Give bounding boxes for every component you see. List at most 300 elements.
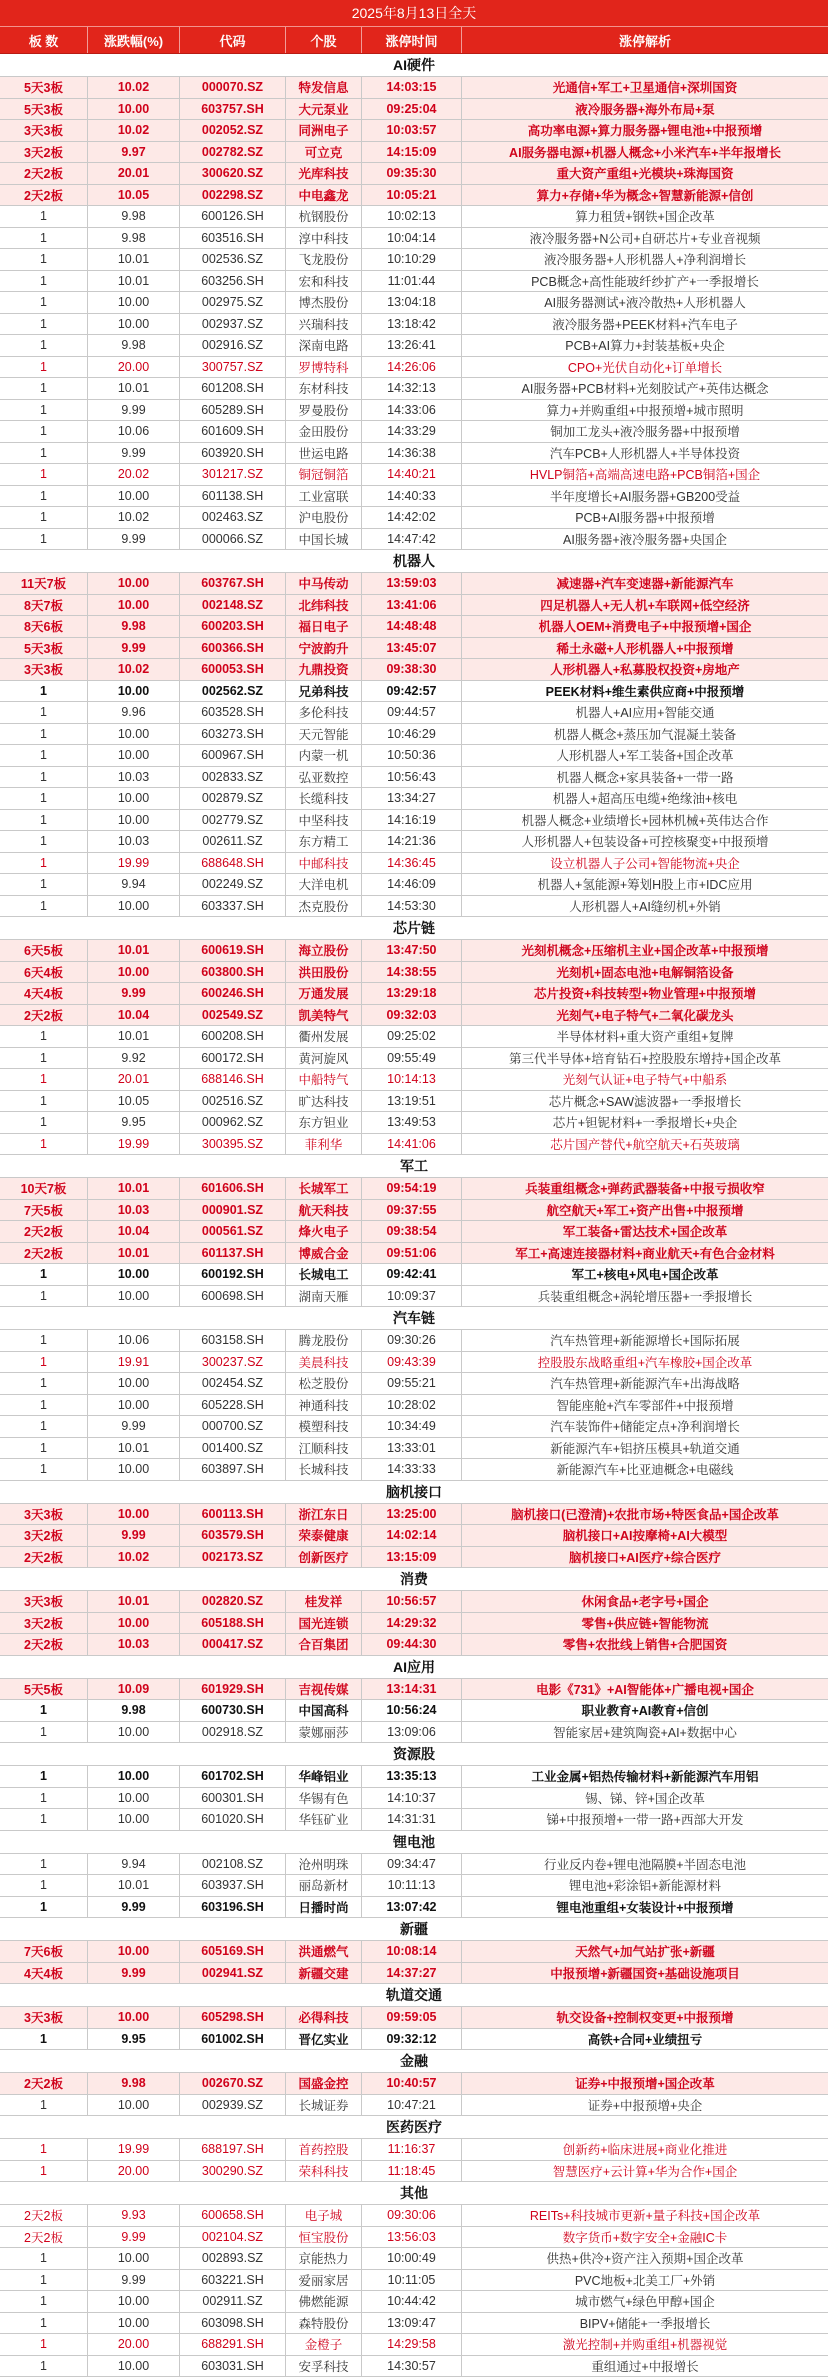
change-pct-cell: 10.02 xyxy=(88,659,180,680)
limit-up-time-cell: 14:33:29 xyxy=(362,421,462,442)
change-pct-cell: 10.00 xyxy=(88,1722,180,1743)
limit-up-reason-cell: 激光控制+并购重组+机器视觉 xyxy=(562,2338,728,2353)
stock-row xyxy=(0,724,828,746)
limit-up-time-cell: 14:26:06 xyxy=(362,357,462,378)
change-pct-cell: 9.98 xyxy=(88,206,180,227)
limit-up-time-cell: 14:33:33 xyxy=(362,1459,462,1480)
limit-up-time-cell: 09:42:41 xyxy=(362,1264,462,1285)
limit-up-time-cell: 09:35:30 xyxy=(362,163,462,184)
limit-up-time-cell: 13:59:03 xyxy=(362,573,462,594)
limit-up-reason-cell: 新能源汽车+铝挤压模具+轨道交通 xyxy=(550,1441,740,1456)
board-count-cell: 1 xyxy=(0,2334,88,2355)
limit-up-time-cell: 13:07:42 xyxy=(362,1897,462,1918)
stock-name-cell: 东方精工 xyxy=(286,831,362,852)
section-header: AI应用 xyxy=(0,1656,828,1679)
limit-up-time-cell: 10:10:29 xyxy=(362,249,462,270)
change-pct-cell: 10.00 xyxy=(88,724,180,745)
stock-code-cell: 002249.SZ xyxy=(180,874,286,895)
limit-up-time-cell: 14:47:42 xyxy=(362,529,462,550)
board-count-cell: 1 xyxy=(0,1091,88,1112)
stock-name-cell: 博杰股份 xyxy=(286,292,362,313)
change-pct-cell: 10.01 xyxy=(88,940,180,961)
change-pct-cell: 10.03 xyxy=(88,1634,180,1655)
limit-up-time-cell: 13:47:50 xyxy=(362,940,462,961)
change-pct-cell: 9.96 xyxy=(88,702,180,723)
column-header-row xyxy=(0,27,828,54)
change-pct-cell: 10.00 xyxy=(88,2356,180,2377)
board-count-cell: 3天3板 xyxy=(0,1591,88,1612)
board-count-cell: 4天4板 xyxy=(0,983,88,1004)
limit-up-reason-cell: 兵装重组概念+弹药武器装备+中报亏损收窄 xyxy=(525,1182,765,1197)
stock-code-cell: 002820.SZ xyxy=(180,1591,286,1612)
stock-row xyxy=(0,507,828,529)
stock-code-cell: 002911.SZ xyxy=(180,2291,286,2312)
stock-row xyxy=(0,1788,828,1810)
limit-up-time-cell: 13:56:03 xyxy=(362,2227,462,2248)
stock-code-cell: 688648.SH xyxy=(180,853,286,874)
stock-row xyxy=(0,616,828,638)
section-header: 汽车链 xyxy=(0,1307,828,1330)
change-pct-cell: 10.00 xyxy=(88,745,180,766)
limit-up-reason-cell: 机器人+超高压电缆+绝缘油+核电 xyxy=(552,792,738,807)
stock-name-cell: 中坚科技 xyxy=(286,810,362,831)
stock-row xyxy=(0,1264,828,1286)
change-pct-cell: 20.01 xyxy=(88,1069,180,1090)
stock-code-cell: 603757.SH xyxy=(180,99,286,120)
change-pct-cell: 10.02 xyxy=(88,1547,180,1568)
stock-name-cell: 华钰矿业 xyxy=(286,1809,362,1830)
board-count-cell: 1 xyxy=(0,1134,88,1155)
stock-code-cell: 603221.SH xyxy=(180,2270,286,2291)
limit-up-reason-cell: 创新药+临床进展+商业化推进 xyxy=(562,2143,728,2158)
change-pct-cell: 9.99 xyxy=(88,1525,180,1546)
board-count-cell: 7天5板 xyxy=(0,1200,88,1221)
stock-name-cell: 吉视传媒 xyxy=(286,1679,362,1700)
stock-row xyxy=(0,99,828,121)
limit-up-time-cell: 09:30:06 xyxy=(362,2205,462,2226)
limit-up-reason-cell: 轨交设备+控制权变更+中报预增 xyxy=(556,2011,734,2026)
stock-row xyxy=(0,1330,828,1352)
section-header: 新疆 xyxy=(0,1918,828,1941)
change-pct-cell: 9.98 xyxy=(88,335,180,356)
limit-up-time-cell: 09:51:06 xyxy=(362,1243,462,1264)
stock-name-cell: 荣科科技 xyxy=(286,2161,362,2182)
limit-up-time-cell: 10:08:14 xyxy=(362,1941,462,1962)
column-header-limit-up-time: 涨停时间 xyxy=(362,27,462,53)
limit-up-time-cell: 13:09:06 xyxy=(362,1722,462,1743)
stock-code-cell: 603337.SH xyxy=(180,896,286,917)
limit-up-time-cell: 09:37:55 xyxy=(362,1200,462,1221)
stock-code-cell: 603579.SH xyxy=(180,1525,286,1546)
stock-row xyxy=(0,206,828,228)
stock-code-cell: 002916.SZ xyxy=(180,335,286,356)
change-pct-cell: 10.00 xyxy=(88,1766,180,1787)
board-count-cell: 1 xyxy=(0,1854,88,1875)
stock-name-cell: 深南电路 xyxy=(286,335,362,356)
change-pct-cell: 10.00 xyxy=(88,2313,180,2334)
stock-row xyxy=(0,1416,828,1438)
limit-up-reason-cell: PCB概念+高性能玻纤纱扩产+一季报增长 xyxy=(531,274,759,289)
limit-up-reason-cell: 高铁+合同+业绩扭亏 xyxy=(587,2032,703,2047)
board-count-cell: 1 xyxy=(0,529,88,550)
board-count-cell: 1 xyxy=(0,507,88,528)
section-header: 锂电池 xyxy=(0,1831,828,1854)
stock-row xyxy=(0,745,828,767)
limit-up-reason-cell: 光通信+军工+卫星通信+深圳国资 xyxy=(552,81,738,96)
stock-code-cell: 002779.SZ xyxy=(180,810,286,831)
stock-row xyxy=(0,2139,828,2161)
change-pct-cell: 19.99 xyxy=(88,2139,180,2160)
change-pct-cell: 10.04 xyxy=(88,1221,180,1242)
stock-name-cell: 湖南天雁 xyxy=(286,1286,362,1307)
change-pct-cell: 9.99 xyxy=(88,1897,180,1918)
board-count-cell: 1 xyxy=(0,831,88,852)
stock-code-cell: 603767.SH xyxy=(180,573,286,594)
stock-row xyxy=(0,1766,828,1788)
stock-code-cell: 000901.SZ xyxy=(180,1200,286,1221)
limit-up-time-cell: 14:33:06 xyxy=(362,400,462,421)
stock-code-cell: 300237.SZ xyxy=(180,1352,286,1373)
stock-code-cell: 605188.SH xyxy=(180,1613,286,1634)
limit-up-reason-cell: 半导体材料+重大资产重组+复牌 xyxy=(556,1030,734,1045)
stock-code-cell: 688197.SH xyxy=(180,2139,286,2160)
change-pct-cell: 10.00 xyxy=(88,595,180,616)
change-pct-cell: 10.01 xyxy=(88,1875,180,1896)
stock-code-cell: 688146.SH xyxy=(180,1069,286,1090)
stock-name-cell: 弘亚数控 xyxy=(286,767,362,788)
board-count-cell: 1 xyxy=(0,1788,88,1809)
board-count-cell: 1 xyxy=(0,745,88,766)
change-pct-cell: 20.01 xyxy=(88,163,180,184)
board-count-cell: 1 xyxy=(0,2029,88,2050)
change-pct-cell: 10.01 xyxy=(88,378,180,399)
stock-name-cell: 宁波韵升 xyxy=(286,638,362,659)
change-pct-cell: 9.98 xyxy=(88,1700,180,1721)
board-count-cell: 3天3板 xyxy=(0,1504,88,1525)
board-count-cell: 1 xyxy=(0,767,88,788)
change-pct-cell: 10.01 xyxy=(88,1026,180,1047)
stock-code-cell: 300620.SZ xyxy=(180,163,286,184)
change-pct-cell: 10.02 xyxy=(88,120,180,141)
column-header-board-count: 板 数 xyxy=(0,27,88,53)
board-count-cell: 2天2板 xyxy=(0,163,88,184)
limit-up-reason-cell: 智能座舱+汽车零部件+中报预增 xyxy=(556,1398,734,1413)
board-count-cell: 1 xyxy=(0,271,88,292)
limit-up-reason-cell: AI服务器电源+机器人概念+小米汽车+半年报增长 xyxy=(509,145,781,160)
stock-row xyxy=(0,2073,828,2095)
change-pct-cell: 10.00 xyxy=(88,1286,180,1307)
stock-name-cell: 洪田股份 xyxy=(286,962,362,983)
change-pct-cell: 10.00 xyxy=(88,896,180,917)
stock-row xyxy=(0,2313,828,2335)
stock-code-cell: 002879.SZ xyxy=(180,788,286,809)
limit-up-time-cell: 14:29:58 xyxy=(362,2334,462,2355)
change-pct-cell: 19.99 xyxy=(88,1134,180,1155)
stock-row xyxy=(0,853,828,875)
stock-row xyxy=(0,1591,828,1613)
change-pct-cell: 10.00 xyxy=(88,1459,180,1480)
stock-name-cell: 佛燃能源 xyxy=(286,2291,362,2312)
limit-up-reason-cell: 中报预增+新疆国资+基础设施项目 xyxy=(550,1966,740,1981)
stock-name-cell: 多伦科技 xyxy=(286,702,362,723)
stock-code-cell: 601702.SH xyxy=(180,1766,286,1787)
change-pct-cell: 9.92 xyxy=(88,1048,180,1069)
board-count-cell: 5天3板 xyxy=(0,77,88,98)
stock-row xyxy=(0,702,828,724)
stock-code-cell: 000066.SZ xyxy=(180,529,286,550)
stock-code-cell: 300290.SZ xyxy=(180,2161,286,2182)
change-pct-cell: 10.01 xyxy=(88,249,180,270)
limit-up-reason-cell: 人形机器人+AI缝纫机+外销 xyxy=(569,899,721,914)
stock-code-cell: 600192.SH xyxy=(180,1264,286,1285)
stock-code-cell: 002918.SZ xyxy=(180,1722,286,1743)
board-count-cell: 1 xyxy=(0,2248,88,2269)
change-pct-cell: 9.98 xyxy=(88,228,180,249)
stock-code-cell: 601020.SH xyxy=(180,1809,286,1830)
stock-name-cell: 森特股份 xyxy=(286,2313,362,2334)
limit-up-time-cell: 10:56:57 xyxy=(362,1591,462,1612)
board-count-cell: 1 xyxy=(0,206,88,227)
stock-name-cell: 海立股份 xyxy=(286,940,362,961)
limit-up-reason-cell: 光刻机概念+压缩机主业+国企改革+中报预增 xyxy=(521,944,769,959)
limit-up-reason-cell: 汽车热管理+新能源汽车+出海战略 xyxy=(550,1377,740,1392)
change-pct-cell: 9.99 xyxy=(88,2270,180,2291)
change-pct-cell: 9.94 xyxy=(88,1854,180,1875)
limit-up-time-cell: 13:09:47 xyxy=(362,2313,462,2334)
board-count-cell: 1 xyxy=(0,681,88,702)
limit-up-reason-cell: 设立机器人子公司+智能物流+央企 xyxy=(550,856,740,871)
stock-code-cell: 002536.SZ xyxy=(180,249,286,270)
board-count-cell: 1 xyxy=(0,2270,88,2291)
stock-name-cell: 沪电股份 xyxy=(286,507,362,528)
stock-name-cell: 国光连锁 xyxy=(286,1613,362,1634)
board-count-cell: 3天3板 xyxy=(0,2007,88,2028)
stock-row xyxy=(0,77,828,99)
board-count-cell: 5天3板 xyxy=(0,638,88,659)
change-pct-cell: 10.00 xyxy=(88,1395,180,1416)
limit-up-time-cell: 10:28:02 xyxy=(362,1395,462,1416)
stock-name-cell: 长城科技 xyxy=(286,1459,362,1480)
section-header: 机器人 xyxy=(0,550,828,573)
stock-code-cell: 000962.SZ xyxy=(180,1112,286,1133)
stock-code-cell: 002833.SZ xyxy=(180,767,286,788)
board-count-cell: 1 xyxy=(0,292,88,313)
stock-name-cell: 福日电子 xyxy=(286,616,362,637)
change-pct-cell: 10.00 xyxy=(88,788,180,809)
stock-name-cell: 沧州明珠 xyxy=(286,1854,362,1875)
board-count-cell: 1 xyxy=(0,1875,88,1896)
board-count-cell: 1 xyxy=(0,724,88,745)
stock-name-cell: 大洋电机 xyxy=(286,874,362,895)
board-count-cell: 3天3板 xyxy=(0,120,88,141)
limit-up-reason-cell: 天然气+加气站扩张+新疆 xyxy=(575,1945,715,1960)
stock-code-cell: 603920.SH xyxy=(180,443,286,464)
stock-code-cell: 603031.SH xyxy=(180,2356,286,2377)
limit-up-time-cell: 13:19:51 xyxy=(362,1091,462,1112)
board-count-cell: 1 xyxy=(0,1112,88,1133)
limit-up-reason-cell: 重大资产重组+光模块+珠海国资 xyxy=(556,167,734,182)
board-count-cell: 4天4板 xyxy=(0,1963,88,1984)
stock-name-cell: 美晨科技 xyxy=(286,1352,362,1373)
stock-name-cell: 可立克 xyxy=(286,142,362,163)
limit-up-time-cell: 11:16:37 xyxy=(362,2139,462,2160)
limit-up-time-cell: 09:59:05 xyxy=(362,2007,462,2028)
stock-code-cell: 600967.SH xyxy=(180,745,286,766)
limit-up-reason-cell: 液冷服务器+PEEK材料+汽车电子 xyxy=(552,317,738,332)
change-pct-cell: 10.01 xyxy=(88,271,180,292)
limit-up-time-cell: 09:32:03 xyxy=(362,1005,462,1026)
board-count-cell: 1 xyxy=(0,335,88,356)
stock-row xyxy=(0,2270,828,2292)
stock-code-cell: 000561.SZ xyxy=(180,1221,286,1242)
stock-code-cell: 603273.SH xyxy=(180,724,286,745)
limit-up-reason-cell: 脑机接口+AI按摩椅+AI大模型 xyxy=(562,1529,728,1544)
limit-up-reason-cell: 人形机器人+军工装备+国企改革 xyxy=(556,749,734,764)
limit-up-time-cell: 14:29:32 xyxy=(362,1613,462,1634)
board-count-cell: 1 xyxy=(0,1026,88,1047)
limit-up-time-cell: 14:40:21 xyxy=(362,464,462,485)
limit-up-reason-cell: 减速器+汽车变速器+新能源汽车 xyxy=(556,577,734,592)
stock-name-cell: 京能热力 xyxy=(286,2248,362,2269)
stock-row xyxy=(0,1352,828,1374)
limit-up-reason-cell: 芯片+钽铌材料+一季报增长+央企 xyxy=(552,1116,738,1131)
stock-code-cell: 300395.SZ xyxy=(180,1134,286,1155)
stock-row xyxy=(0,1221,828,1243)
limit-up-reason-cell: 第三代半导体+培育钻石+控股股东增持+国企改革 xyxy=(509,1051,781,1066)
stock-row xyxy=(0,421,828,443)
limit-up-reason-cell: AI服务器测试+液冷散热+人形机器人 xyxy=(544,296,746,311)
change-pct-cell: 9.99 xyxy=(88,1963,180,1984)
limit-up-reason-cell: 职业教育+AI教育+信创 xyxy=(581,1704,709,1719)
stock-name-cell: 兄弟科技 xyxy=(286,681,362,702)
stock-row xyxy=(0,163,828,185)
stock-row xyxy=(0,400,828,422)
change-pct-cell: 10.00 xyxy=(88,314,180,335)
limit-up-reason-cell: 机器人OEM+消费电子+中报预增+国企 xyxy=(538,620,752,635)
stock-row xyxy=(0,443,828,465)
limit-up-time-cell: 09:55:49 xyxy=(362,1048,462,1069)
stock-row xyxy=(0,1525,828,1547)
section-header: 消费 xyxy=(0,1568,828,1591)
stock-name-cell: 旷达科技 xyxy=(286,1091,362,1112)
limit-up-reason-cell: 四足机器人+无人机+车联网+低空经济 xyxy=(540,598,750,613)
board-count-cell: 3天2板 xyxy=(0,142,88,163)
limit-up-reason-cell: 兵装重组概念+涡轮增压器+一季报增长 xyxy=(537,1289,753,1304)
section-header: 金融 xyxy=(0,2050,828,2073)
limit-up-reason-cell: 城市燃气+绿色甲醇+国企 xyxy=(575,2295,715,2310)
table-body xyxy=(0,54,828,2377)
stock-name-cell: 必得科技 xyxy=(286,2007,362,2028)
stock-name-cell: 首药控股 xyxy=(286,2139,362,2160)
stock-row xyxy=(0,1178,828,1200)
stock-code-cell: 601137.SH xyxy=(180,1243,286,1264)
stock-name-cell: 金橙子 xyxy=(286,2334,362,2355)
change-pct-cell: 10.00 xyxy=(88,99,180,120)
board-count-cell: 10天7板 xyxy=(0,1178,88,1199)
stock-code-cell: 600172.SH xyxy=(180,1048,286,1069)
change-pct-cell: 19.91 xyxy=(88,1352,180,1373)
board-count-cell: 1 xyxy=(0,249,88,270)
limit-up-reason-cell: PEEK材料+维生素供应商+中报预增 xyxy=(545,684,745,699)
column-header-stock-name: 个股 xyxy=(286,27,362,53)
board-count-cell: 5天5板 xyxy=(0,1679,88,1700)
stock-code-cell: 301217.SZ xyxy=(180,464,286,485)
limit-up-reason-cell: 光刻气认证+电子特气+中船系 xyxy=(562,1073,728,1088)
stock-name-cell: 创新医疗 xyxy=(286,1547,362,1568)
limit-up-time-cell: 13:41:06 xyxy=(362,595,462,616)
change-pct-cell: 10.03 xyxy=(88,1200,180,1221)
stock-row xyxy=(0,1005,828,1027)
stock-row xyxy=(0,573,828,595)
limit-up-reason-cell: PVC地板+北美工厂+外销 xyxy=(574,2273,716,2288)
change-pct-cell: 10.00 xyxy=(88,1809,180,1830)
stock-row xyxy=(0,1026,828,1048)
limit-up-reason-cell: 证券+中报预增+国企改革 xyxy=(575,2077,715,2092)
stock-name-cell: 丽岛新材 xyxy=(286,1875,362,1896)
limit-up-time-cell: 09:38:54 xyxy=(362,1221,462,1242)
stock-row xyxy=(0,249,828,271)
stock-row xyxy=(0,1854,828,1876)
limit-up-time-cell: 09:55:21 xyxy=(362,1373,462,1394)
stock-code-cell: 605169.SH xyxy=(180,1941,286,1962)
limit-up-time-cell: 14:36:45 xyxy=(362,853,462,874)
stock-code-cell: 601208.SH xyxy=(180,378,286,399)
change-pct-cell: 9.94 xyxy=(88,874,180,895)
limit-up-time-cell: 11:01:44 xyxy=(362,271,462,292)
stock-name-cell: 北纬科技 xyxy=(286,595,362,616)
limit-up-time-cell: 09:44:57 xyxy=(362,702,462,723)
stock-row xyxy=(0,983,828,1005)
limit-up-time-cell: 10:11:13 xyxy=(362,1875,462,1896)
board-count-cell: 1 xyxy=(0,1048,88,1069)
limit-up-reason-cell: 液冷服务器+海外布局+泵 xyxy=(575,102,715,117)
limit-up-reason-cell: 汽车热管理+新能源增长+国际拓展 xyxy=(550,1334,740,1349)
board-count-cell: 1 xyxy=(0,896,88,917)
limit-up-time-cell: 10:40:57 xyxy=(362,2073,462,2094)
stock-row xyxy=(0,1679,828,1701)
stock-row xyxy=(0,378,828,400)
limit-up-reason-cell: 机器人概念+蒸压加气混凝土装备 xyxy=(553,727,737,742)
stock-name-cell: 烽火电子 xyxy=(286,1221,362,1242)
stock-name-cell: 长缆科技 xyxy=(286,788,362,809)
stock-row xyxy=(0,1373,828,1395)
stock-name-cell: 世运电路 xyxy=(286,443,362,464)
stock-row xyxy=(0,810,828,832)
limit-up-reason-cell: 锂电池重组+女装设计+中报预增 xyxy=(556,1900,734,1915)
limit-up-time-cell: 14:02:14 xyxy=(362,1525,462,1546)
limit-up-time-cell: 13:14:31 xyxy=(362,1679,462,1700)
limit-up-time-cell: 10:44:42 xyxy=(362,2291,462,2312)
change-pct-cell: 9.99 xyxy=(88,400,180,421)
board-count-cell: 1 xyxy=(0,1286,88,1307)
stock-code-cell: 600619.SH xyxy=(180,940,286,961)
board-count-cell: 1 xyxy=(0,357,88,378)
board-count-cell: 1 xyxy=(0,2161,88,2182)
limit-up-time-cell: 09:54:19 xyxy=(362,1178,462,1199)
column-header-limit-up-reason: 涨停解析 xyxy=(618,33,671,49)
change-pct-cell: 9.98 xyxy=(88,616,180,637)
limit-up-reason-cell: 零售+农批线上销售+合肥国资 xyxy=(562,1638,728,1653)
stock-name-cell: 中船特气 xyxy=(286,1069,362,1090)
stock-name-cell: 罗博特科 xyxy=(286,357,362,378)
stock-row xyxy=(0,1722,828,1744)
stock-code-cell: 000417.SZ xyxy=(180,1634,286,1655)
stock-code-cell: 605298.SH xyxy=(180,2007,286,2028)
stock-row xyxy=(0,2248,828,2270)
limit-up-time-cell: 13:45:07 xyxy=(362,638,462,659)
stock-name-cell: 黄河旋风 xyxy=(286,1048,362,1069)
limit-up-time-cell: 13:26:41 xyxy=(362,335,462,356)
